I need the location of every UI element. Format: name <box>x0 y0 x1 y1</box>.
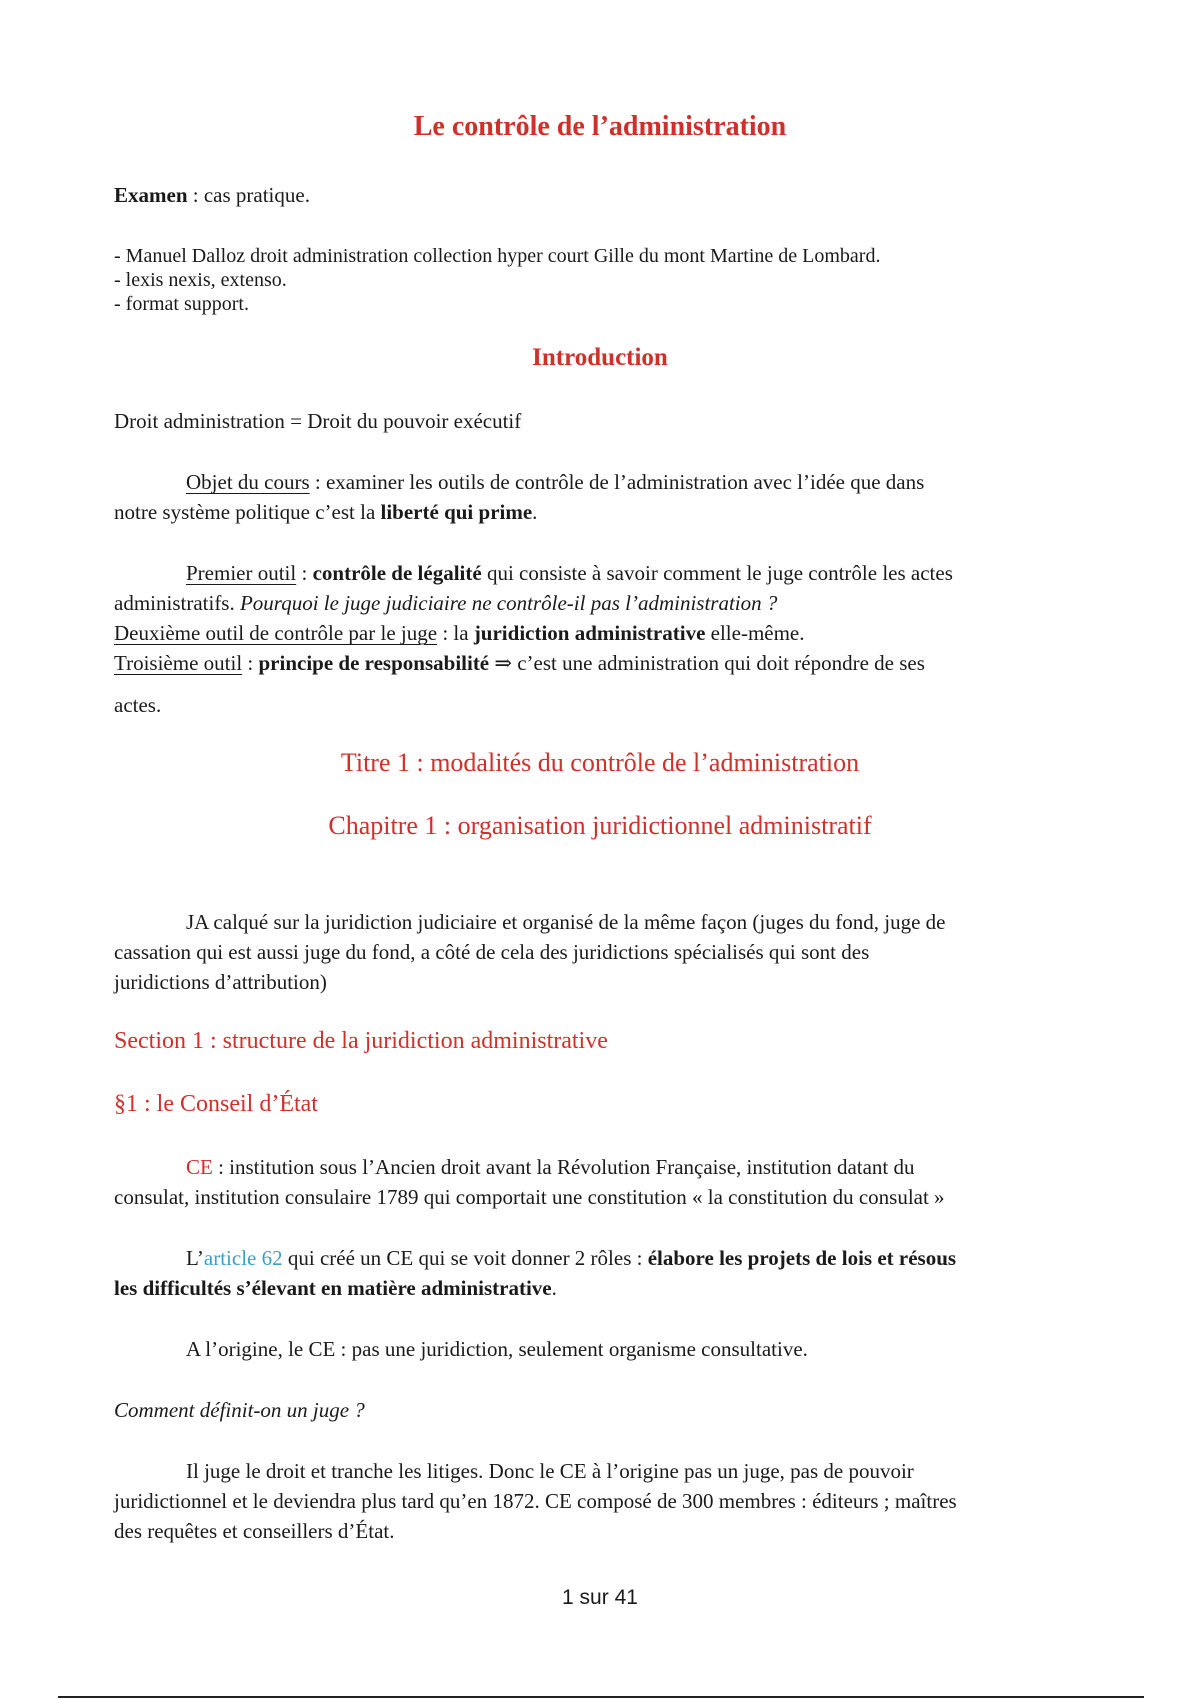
ce-abbr: CE <box>186 1155 213 1179</box>
reference-item: - Manuel Dalloz droit administration collection hyper court Gille du mont Martine de Lombard. <box>114 245 881 267</box>
reference-item: - format support. <box>114 293 249 315</box>
premier-text-2: administratifs. <box>114 591 240 615</box>
ja-line: juridictions d’attribution) <box>114 970 327 994</box>
definition-line: Droit administration = Droit du pouvoir exécutif <box>114 409 522 433</box>
ce-text: : institution sous l’Ancien droit avant la Révolution Française, institution datant du <box>212 1155 915 1179</box>
ce-line-2: consulat, institution consulaire 1789 qui comportait une constitution « la constitution du consulat » <box>114 1185 945 1209</box>
objet-line-2 <box>114 497 537 527</box>
objet-text: : examiner les outils de contrôle de l’administration avec l’idée que dans <box>309 470 925 494</box>
objet-text-2: notre système politique c’est la <box>114 500 381 524</box>
deuxieme-bold: juridiction administrative <box>473 621 706 645</box>
paragraph-heading: §1 : le Conseil d’État <box>114 1091 318 1117</box>
article-bold-2: les difficultés s’élevant en matière administrative <box>114 1276 552 1300</box>
objet-label: Objet du cours <box>186 470 310 494</box>
deuxieme-end: elle-même. <box>705 621 805 645</box>
article-bold: élabore les projets de lois et résous <box>647 1246 957 1270</box>
ce-line-1 <box>186 1152 915 1182</box>
article-line-1 <box>186 1243 956 1273</box>
objet-line-1 <box>186 467 924 497</box>
troisieme-bold: principe de responsabilité <box>258 651 490 675</box>
ja-line: cassation qui est aussi juge du fond, a côté de cela des juridictions spécialisés qui sont des <box>114 940 870 964</box>
chapitre-heading: Chapitre 1 : organisation juridictionnel administratif <box>328 811 872 840</box>
page-indicator: 1 sur 41 <box>562 1586 638 1609</box>
introduction-heading: Introduction <box>532 344 668 371</box>
juge-line: Il juge le droit et tranche les litiges. Donc le CE à l’origine pas un juge, pas de pouvoir <box>186 1459 914 1483</box>
question-line: Comment définit-on un juge ? <box>114 1398 365 1422</box>
premier-text: qui consiste à savoir comment le juge contrôle les actes <box>481 561 953 585</box>
troisieme-line-2: actes. <box>114 693 162 717</box>
deuxieme-label: Deuxième outil de contrôle par le juge <box>114 621 438 645</box>
premier-question: Pourquoi le juge judiciaire ne contrôle-il pas l’administration ? <box>239 591 778 615</box>
objet-bold: liberté qui prime <box>380 500 533 524</box>
bottom-rule <box>58 1696 1144 1698</box>
premier-bold: contrôle de légalité <box>312 561 482 585</box>
article-link[interactable]: article 62 <box>203 1246 283 1270</box>
premier-sep: : <box>296 561 313 585</box>
ja-line: JA calqué sur la juridiction judiciaire et organisé de la même façon (juges du fond, juge de <box>186 910 946 934</box>
objet-end: . <box>532 500 538 524</box>
exam-line <box>114 180 310 210</box>
premier-line-1 <box>186 558 953 588</box>
article-end: . <box>551 1276 557 1300</box>
exam-text: : cas pratique. <box>187 183 310 207</box>
juge-line: des requêtes et conseillers d’État. <box>114 1519 395 1543</box>
titre-heading: Titre 1 : modalités du contrôle de l’administration <box>340 748 860 777</box>
article-text: qui créé un CE qui se voit donner 2 rôles : <box>282 1246 648 1270</box>
deuxieme-line <box>114 618 805 648</box>
article-prefix: L’ <box>186 1246 204 1270</box>
origine-line: A l’origine, le CE : pas une juridiction, seulement organisme consultative. <box>186 1337 808 1361</box>
juge-line: juridictionnel et le deviendra plus tard qu’en 1872. CE composé de 300 membres : éditeurs ; maîtres <box>114 1489 957 1513</box>
reference-item: - lexis nexis, extenso. <box>114 269 287 291</box>
troisieme-line-1 <box>114 648 925 678</box>
article-line-2 <box>114 1273 557 1303</box>
troisieme-sep: : <box>242 651 259 675</box>
document-title: Le contrôle de l’administration <box>413 111 787 142</box>
troisieme-label: Troisième outil <box>114 651 243 675</box>
premier-line-2 <box>114 588 777 618</box>
section-heading: Section 1 : structure de la juridiction administrative <box>114 1028 608 1054</box>
premier-label: Premier outil <box>186 561 297 585</box>
troisieme-text: ⇒ c’est une administration qui doit répondre de ses <box>489 651 925 675</box>
deuxieme-text: : la <box>437 621 474 645</box>
exam-label: Examen <box>114 183 188 207</box>
